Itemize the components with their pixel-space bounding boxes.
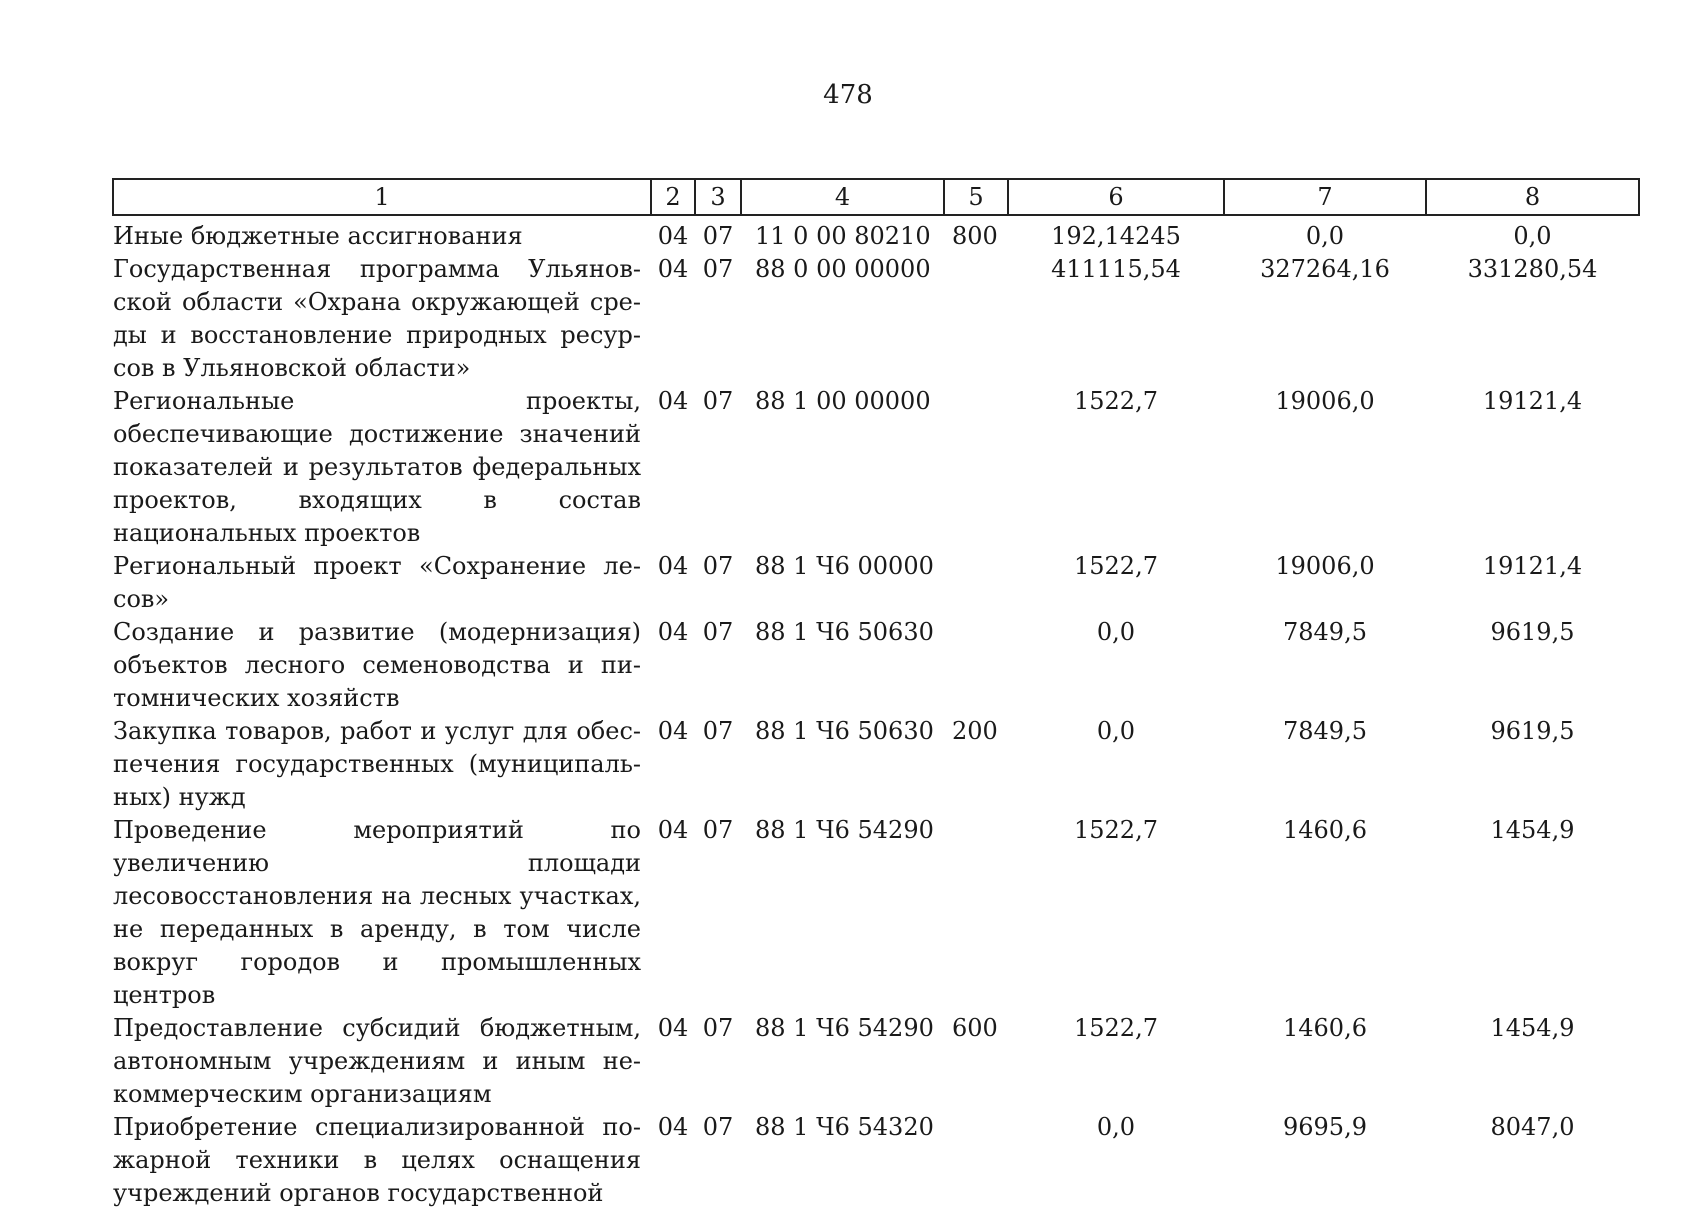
row-name-cell: Государственная программа Ульяновской области «Охрана окружающей среды и восстановление природных ресурсов в Ульяновской области» bbox=[113, 255, 641, 382]
target-article-cell: 88 1 Ч6 54290 bbox=[755, 816, 934, 844]
expense-type-cell bbox=[944, 550, 1008, 616]
table-row bbox=[113, 253, 1639, 385]
table-header-row bbox=[113, 179, 1639, 215]
amount-year-2-cell: 1460,6 bbox=[1283, 816, 1367, 844]
amount-year-3-cell: 19121,4 bbox=[1482, 552, 1583, 580]
subsection-code-cell: 07 bbox=[702, 222, 734, 250]
section-code-cell: 04 bbox=[657, 387, 689, 415]
subsection-code-cell: 07 bbox=[702, 255, 734, 283]
column-header: 6 bbox=[1008, 179, 1224, 215]
budget-table bbox=[112, 178, 1640, 1210]
row-name-cell: Региональный проект «Сохранение лесов» bbox=[113, 552, 641, 613]
table-row bbox=[113, 550, 1639, 616]
expense-type-cell bbox=[944, 616, 1008, 715]
amount-year-2-cell: 1460,6 bbox=[1283, 1014, 1367, 1042]
row-name-cell: Создание и развитие (модернизация) объектов лесного семеноводства и питомнических хозяйств bbox=[113, 618, 641, 712]
table-row bbox=[113, 385, 1639, 550]
amount-year-1-cell: 1522,7 bbox=[1074, 552, 1158, 580]
expense-type-cell bbox=[944, 1111, 1008, 1210]
amount-year-3-cell: 0,0 bbox=[1513, 222, 1552, 250]
row-name-cell: Закупка товаров, работ и услуг для обеспечения государственных (муниципальных) нужд bbox=[113, 717, 641, 811]
target-article-cell: 88 1 Ч6 00000 bbox=[755, 552, 934, 580]
expense-type-cell bbox=[944, 814, 1008, 1012]
section-code-cell: 04 bbox=[657, 1014, 689, 1042]
amount-year-2-cell: 7849,5 bbox=[1283, 717, 1367, 745]
subsection-code-cell: 07 bbox=[702, 618, 734, 646]
target-article-cell: 11 0 00 80210 bbox=[755, 222, 931, 250]
expense-type-cell: 800 bbox=[952, 222, 998, 250]
amount-year-1-cell: 0,0 bbox=[1096, 618, 1136, 646]
row-name-cell: Региональные проекты, обеспечивающие достижение значений показателей и результатов федеральных проектов, входящих в состав национальных проектов bbox=[113, 387, 641, 547]
amount-year-1-cell: 1522,7 bbox=[1074, 387, 1158, 415]
amount-year-3-cell: 331280,54 bbox=[1467, 255, 1598, 283]
target-article-cell: 88 1 Ч6 50630 bbox=[755, 717, 934, 745]
row-name-cell: Проведение мероприятий по увеличению площади лесовосстановления на лесных участках, не переданных в аренду, в том числе вокруг городов и промышленных центров bbox=[113, 816, 641, 1009]
expense-type-cell bbox=[944, 253, 1008, 385]
expense-type-cell bbox=[944, 385, 1008, 550]
section-code-cell: 04 bbox=[657, 1113, 689, 1141]
amount-year-3-cell: 9619,5 bbox=[1490, 717, 1575, 745]
subsection-code-cell: 07 bbox=[702, 552, 734, 580]
amount-year-1-cell: 192,14245 bbox=[1051, 222, 1181, 250]
page-number: 478 bbox=[823, 80, 873, 110]
amount-year-2-cell: 7849,5 bbox=[1283, 618, 1367, 646]
subsection-code-cell: 07 bbox=[702, 387, 734, 415]
row-name-cell: Иные бюджетные ассигнования bbox=[113, 222, 523, 250]
amount-year-1-cell: 1522,7 bbox=[1074, 816, 1158, 844]
row-name-cell: Приобретение специализированной пожарной техники в целях оснащения учреждений органов государственной bbox=[113, 1113, 641, 1207]
section-code-cell: 04 bbox=[657, 255, 689, 283]
subsection-code-cell: 07 bbox=[702, 816, 734, 844]
amount-year-3-cell: 1454,9 bbox=[1490, 816, 1575, 844]
table-row bbox=[113, 814, 1639, 1012]
table-row bbox=[113, 616, 1639, 715]
amount-year-2-cell: 327264,16 bbox=[1260, 255, 1390, 283]
amount-year-1-cell: 0,0 bbox=[1096, 1113, 1136, 1141]
subsection-code-cell: 07 bbox=[702, 1113, 734, 1141]
target-article-cell: 88 1 Ч6 54290 bbox=[755, 1014, 934, 1042]
section-code-cell: 04 bbox=[657, 816, 689, 844]
expense-type-cell: 600 bbox=[952, 1014, 998, 1042]
amount-year-3-cell: 19121,4 bbox=[1482, 387, 1583, 415]
amount-year-2-cell: 0,0 bbox=[1305, 222, 1345, 250]
amount-year-2-cell: 9695,9 bbox=[1283, 1113, 1367, 1141]
section-code-cell: 04 bbox=[657, 717, 689, 745]
table-row bbox=[113, 715, 1639, 814]
section-code-cell: 04 bbox=[657, 552, 689, 580]
section-code-cell: 04 bbox=[657, 222, 689, 250]
amount-year-2-cell: 19006,0 bbox=[1275, 387, 1375, 415]
amount-year-3-cell: 1454,9 bbox=[1490, 1014, 1575, 1042]
section-code-cell: 04 bbox=[657, 618, 689, 646]
subsection-code-cell: 07 bbox=[702, 717, 734, 745]
table-row bbox=[113, 1012, 1639, 1111]
column-header: 4 bbox=[741, 179, 944, 215]
column-header: 1 bbox=[113, 179, 651, 215]
table-row bbox=[113, 215, 1639, 253]
target-article-cell: 88 1 Ч6 50630 bbox=[755, 618, 934, 646]
target-article-cell: 88 1 00 00000 bbox=[755, 387, 931, 415]
column-header: 5 bbox=[944, 179, 1008, 215]
target-article-cell: 88 1 Ч6 54320 bbox=[755, 1113, 934, 1141]
column-header: 3 bbox=[695, 179, 741, 215]
amount-year-1-cell: 0,0 bbox=[1096, 717, 1136, 745]
column-header: 7 bbox=[1224, 179, 1426, 215]
subsection-code-cell: 07 bbox=[702, 1014, 734, 1042]
amount-year-1-cell: 411115,54 bbox=[1051, 255, 1181, 283]
column-header: 2 bbox=[651, 179, 695, 215]
amount-year-3-cell: 8047,0 bbox=[1490, 1113, 1575, 1141]
table-row bbox=[113, 1111, 1639, 1210]
row-name-cell: Предоставление субсидий бюджетным, автономным учреждениям и иным некоммерческим организациям bbox=[113, 1014, 641, 1108]
amount-year-2-cell: 19006,0 bbox=[1275, 552, 1375, 580]
target-article-cell: 88 0 00 00000 bbox=[755, 255, 931, 283]
amount-year-1-cell: 1522,7 bbox=[1074, 1014, 1158, 1042]
amount-year-3-cell: 9619,5 bbox=[1490, 618, 1575, 646]
column-header: 8 bbox=[1426, 179, 1639, 215]
expense-type-cell: 200 bbox=[952, 717, 998, 745]
